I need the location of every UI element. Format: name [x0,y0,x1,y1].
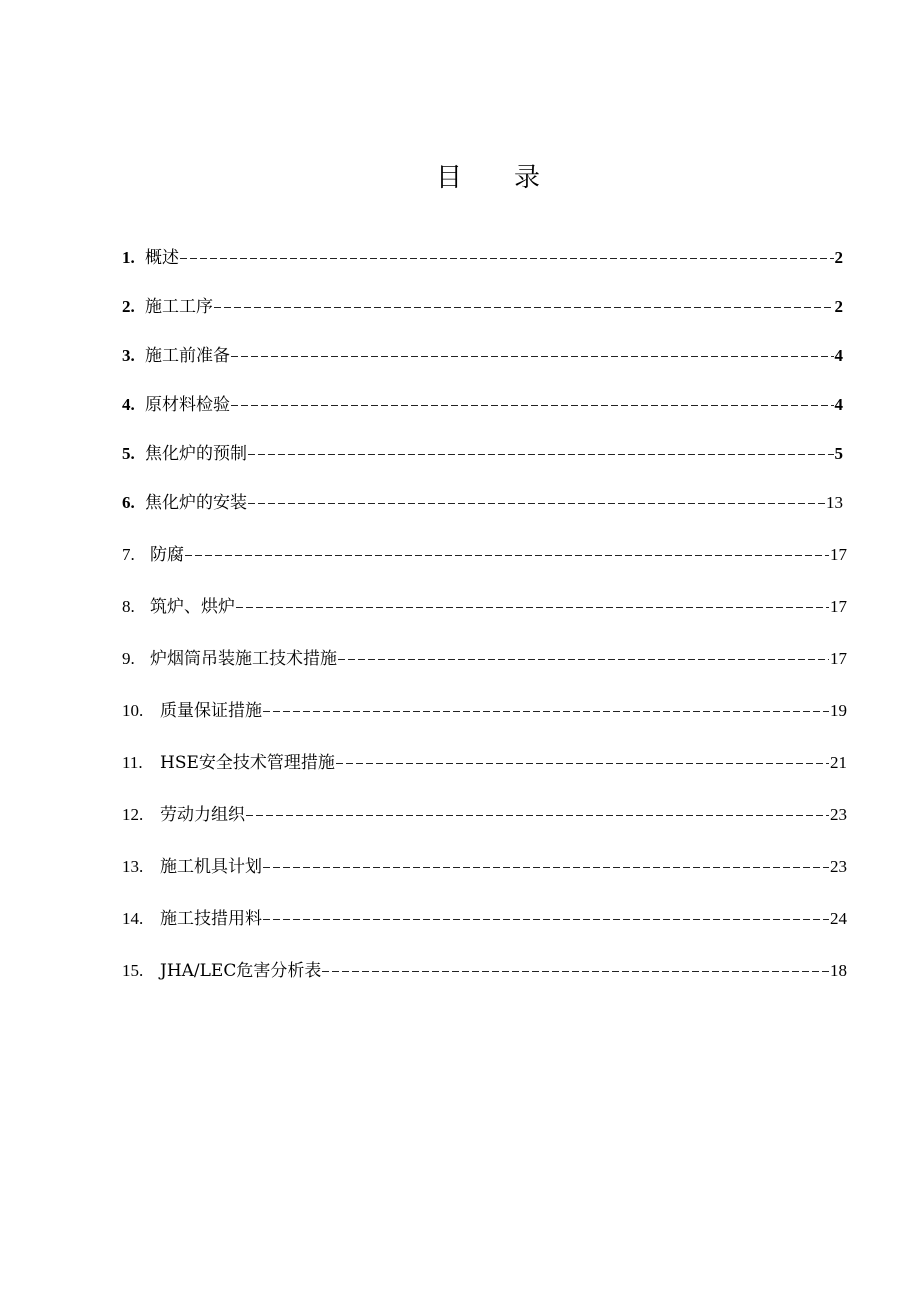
toc-number: 14. [122,909,144,928]
toc-page-number: 21 [830,753,847,772]
toc-label: 概述 [145,248,179,268]
dot-leader [231,356,834,357]
dot-leader [338,659,829,660]
toc-label: 焦化炉的预制 [145,444,247,464]
toc-entry [122,857,847,877]
toc-entry [122,805,847,825]
dot-leader [236,607,829,608]
toc-entry [122,753,847,773]
toc-entry [122,701,847,721]
toc-entry [122,297,843,317]
toc-number: 5. [122,444,135,463]
toc-label: 施工技措用料 [160,909,262,929]
toc-label: 焦化炉的安装 [145,493,247,513]
toc-label: 筑炉、烘炉 [150,597,235,617]
toc-page-number: 23 [830,805,847,824]
toc-number: 3. [122,346,135,365]
dot-leader [214,307,834,308]
toc-number: 8. [122,597,135,616]
toc-label: 防腐 [150,545,184,565]
dot-leader [263,867,829,868]
dot-leader [336,763,829,764]
toc-page-number: 17 [830,649,847,668]
toc-number: 15. [122,961,144,980]
toc-number: 7. [122,545,135,564]
toc-entry [122,909,847,929]
dot-leader [248,454,834,455]
toc-page-number: 19 [830,701,847,720]
dot-leader [246,815,829,816]
toc-page-number: 17 [830,545,847,564]
toc-entry [122,444,843,464]
toc-entry [122,597,847,617]
toc-label: 施工前准备 [145,346,230,366]
toc-label: 施工机具计划 [160,857,262,877]
toc-entry [122,395,843,415]
toc-label: 质量保证措施 [160,701,262,721]
toc-label: 施工工序 [145,297,213,317]
toc-entry [122,493,843,513]
toc-label: JHA/LEC危害分析表 [160,961,322,981]
dot-leader [180,258,834,259]
toc-page-number: 5 [834,444,843,463]
dot-leader [263,919,829,920]
toc-page-number: 2 [834,297,843,316]
toc-number: 9. [122,649,135,668]
toc-entry [122,545,847,565]
toc-label: HSE安全技术管理措施 [160,753,335,773]
toc-number: 11. [122,753,143,772]
toc-number: 4. [122,395,135,414]
toc-entry [122,649,847,669]
toc-label: 原材料检验 [145,395,230,415]
toc-page-number: 13 [826,493,843,512]
toc-number: 6. [122,493,135,512]
toc-page-number: 18 [830,961,847,980]
toc-label: 劳动力组织 [160,805,245,825]
dot-leader [231,405,834,406]
toc-page-number: 2 [834,248,843,267]
toc-page-number: 24 [830,909,847,928]
dot-leader [248,503,825,504]
toc-entry [122,961,847,981]
toc-page-number: 4 [834,346,843,365]
toc-number: 1. [122,248,135,267]
toc-entry [122,346,843,366]
toc-entry [122,248,843,268]
toc-number: 2. [122,297,135,316]
dot-leader [263,711,829,712]
toc-page-number: 4 [834,395,843,414]
toc-number: 10. [122,701,144,720]
toc-page-number: 17 [830,597,847,616]
dot-leader [322,971,829,972]
toc-label: 炉烟筒吊装施工技术措施 [150,649,337,669]
toc-page-number: 23 [830,857,847,876]
toc-number: 12. [122,805,144,824]
page-title: 目 录 [436,163,541,193]
toc-number: 13. [122,857,144,876]
dot-leader [185,555,829,556]
